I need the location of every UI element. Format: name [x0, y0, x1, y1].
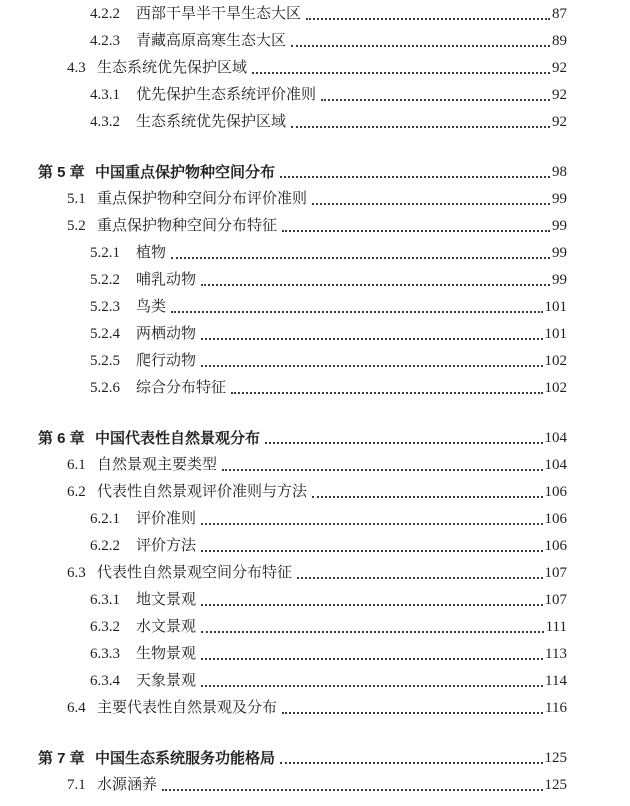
dot-leader [162, 789, 542, 791]
toc-entry-title: 中国代表性自然景观分布 [95, 430, 261, 447]
toc-entry-page: 92 [552, 60, 567, 76]
toc-entry-title: 中国生态系统服务功能格局 [95, 750, 276, 767]
toc-entry-page: 99 [552, 218, 567, 234]
toc-entry-number: 5.1 [67, 191, 86, 207]
toc-entry[interactable] [0, 641, 630, 668]
toc-entry-page: 114 [545, 673, 567, 689]
dot-leader [201, 365, 542, 367]
toc-entry-number: 第 6 章 [38, 430, 85, 447]
toc-entry-title: 优先保护生态系统评价准则 [136, 87, 317, 103]
toc-entry-page: 104 [544, 430, 567, 446]
toc-entry[interactable] [0, 614, 630, 641]
toc-entry-number: 第 7 章 [38, 750, 85, 767]
toc-entry-page: 125 [544, 777, 567, 793]
toc-entry[interactable] [0, 587, 630, 614]
toc-entry-number: 4.3 [67, 60, 86, 76]
dot-leader [321, 99, 550, 101]
toc-entry-number: 6.3 [67, 565, 86, 581]
toc-entry-number: 7.1 [67, 777, 86, 793]
toc-entry[interactable] [0, 668, 630, 695]
toc-entry-title: 中国重点保护物种空间分布 [95, 164, 276, 181]
dot-leader [252, 72, 550, 74]
toc-entry-number: 5.2.2 [90, 272, 120, 288]
toc-entry-page: 106 [544, 511, 567, 527]
toc-entry[interactable] [0, 28, 630, 55]
toc-entry-title: 综合分布特征 [136, 380, 227, 396]
toc-entry-number: 4.3.1 [90, 87, 120, 103]
toc-entry-number: 6.3.2 [90, 619, 120, 635]
toc-entry[interactable] [0, 267, 630, 294]
dot-leader [222, 469, 542, 471]
toc-entry-title: 水文景观 [136, 619, 197, 635]
toc-entry-number: 5.2.4 [90, 326, 120, 342]
toc-entry-number: 5.2.1 [90, 245, 120, 261]
dot-leader [201, 604, 542, 606]
toc-entry-number: 5.2 [67, 218, 86, 234]
toc-entry-title: 代表性自然景观空间分布特征 [97, 565, 293, 581]
dot-leader [265, 442, 542, 444]
toc-entry-page: 102 [544, 353, 567, 369]
toc-entry[interactable] [0, 533, 630, 560]
toc-entry-page: 116 [545, 700, 567, 716]
toc-entry-number: 4.3.2 [90, 114, 120, 130]
toc-entry-title: 代表性自然景观评价准则与方法 [97, 484, 308, 500]
dot-leader [201, 631, 544, 633]
toc-entry-number: 6.2.2 [90, 538, 120, 554]
toc-entry[interactable] [0, 1, 630, 28]
dot-leader [201, 685, 543, 687]
toc-entry-title: 重点保护物种空间分布特征 [97, 218, 278, 234]
toc-entry-page: 99 [552, 191, 567, 207]
toc-entry-number: 5.2.5 [90, 353, 120, 369]
toc-entry-page: 98 [552, 164, 567, 180]
toc-entry-title: 鸟类 [136, 299, 167, 315]
toc-entry-page: 102 [544, 380, 567, 396]
toc-entry-number: 5.2.3 [90, 299, 120, 315]
toc-entry-number: 6.1 [67, 457, 86, 473]
toc-entry-number: 6.3.1 [90, 592, 120, 608]
toc-entry[interactable] [0, 506, 630, 533]
toc-entry[interactable] [0, 479, 630, 506]
toc-entry-title: 主要代表性自然景观及分布 [97, 700, 278, 716]
toc-entry-number: 4.2.2 [90, 6, 120, 22]
toc-entry-number: 5.2.6 [90, 380, 120, 396]
toc-entry[interactable] [0, 321, 630, 348]
toc-entry-page: 106 [544, 538, 567, 554]
toc-entry[interactable] [0, 109, 630, 136]
toc-entry[interactable] [0, 186, 630, 213]
dot-leader [312, 496, 542, 498]
toc-entry[interactable] [0, 425, 630, 452]
toc-entry[interactable] [0, 82, 630, 109]
dot-leader [282, 712, 543, 714]
toc-entry-page: 111 [545, 619, 567, 635]
toc-entry-page: 87 [552, 6, 567, 22]
toc-entry[interactable] [0, 240, 630, 267]
toc-entry-number: 第 5 章 [38, 164, 85, 181]
dot-leader [297, 577, 542, 579]
toc-entry-number: 6.3.4 [90, 673, 120, 689]
toc-entry[interactable] [0, 695, 630, 722]
toc-entry[interactable] [0, 560, 630, 587]
toc-entry-page: 104 [544, 457, 567, 473]
dot-leader [291, 126, 550, 128]
dot-leader [280, 176, 550, 178]
dot-leader [280, 762, 542, 764]
toc-entry[interactable] [0, 375, 630, 402]
dot-leader [231, 392, 542, 394]
toc-entry-page: 89 [552, 33, 567, 49]
toc-entry-title: 生态系统优先保护区域 [136, 114, 287, 130]
dot-leader [171, 257, 550, 259]
toc-entry-title: 评价准则 [136, 511, 197, 527]
dot-leader [291, 45, 550, 47]
toc-entry[interactable] [0, 348, 630, 375]
toc-entry[interactable] [0, 55, 630, 82]
toc-entry-page: 125 [544, 750, 567, 766]
dot-leader [201, 284, 550, 286]
dot-leader [171, 311, 542, 313]
toc-entry-page: 99 [552, 245, 567, 261]
toc-entry-title: 水源涵养 [97, 777, 158, 793]
dot-leader [201, 658, 543, 660]
dot-leader [312, 203, 550, 205]
toc-entry[interactable] [0, 159, 630, 186]
dot-leader [282, 230, 550, 232]
toc-entry-title: 地文景观 [136, 592, 197, 608]
toc-entry-page: 107 [544, 565, 567, 581]
toc-entry-title: 西部干旱半干旱生态大区 [136, 6, 302, 22]
toc-entry-title: 自然景观主要类型 [97, 457, 218, 473]
toc-entry-title: 两栖动物 [136, 326, 197, 342]
toc-entry[interactable] [0, 772, 630, 799]
toc-entry-number: 6.2.1 [90, 511, 120, 527]
toc-entry-page: 92 [552, 114, 567, 130]
toc-entry[interactable] [0, 213, 630, 240]
toc-entry-page: 99 [552, 272, 567, 288]
toc-entry-page: 101 [544, 326, 567, 342]
toc-entry[interactable] [0, 745, 630, 772]
toc-entry-page: 106 [544, 484, 567, 500]
toc-entry-number: 6.4 [67, 700, 86, 716]
toc-entry[interactable] [0, 294, 630, 321]
dot-leader [201, 338, 542, 340]
toc-entry-title: 植物 [136, 245, 167, 261]
toc-entry-title: 评价方法 [136, 538, 197, 554]
dot-leader [201, 523, 542, 525]
dot-leader [201, 550, 542, 552]
toc-entry-title: 重点保护物种空间分布评价准则 [97, 191, 308, 207]
toc-entry-title: 青藏高原高寒生态大区 [136, 33, 287, 49]
toc-entry-number: 6.3.3 [90, 646, 120, 662]
toc-entry-page: 92 [552, 87, 567, 103]
dot-leader [306, 18, 550, 20]
toc-entry-title: 生态系统优先保护区域 [97, 60, 248, 76]
toc-entry[interactable] [0, 452, 630, 479]
toc-entry-number: 4.2.3 [90, 33, 120, 49]
toc-entry-page: 113 [545, 646, 567, 662]
toc-entry-title: 生物景观 [136, 646, 197, 662]
toc-entry-title: 爬行动物 [136, 353, 197, 369]
toc-entry-number: 6.2 [67, 484, 86, 500]
toc-entry-title: 天象景观 [136, 673, 197, 689]
toc-entry-page: 107 [544, 592, 567, 608]
toc-entry-page: 101 [544, 299, 567, 315]
toc-entry-title: 哺乳动物 [136, 272, 197, 288]
